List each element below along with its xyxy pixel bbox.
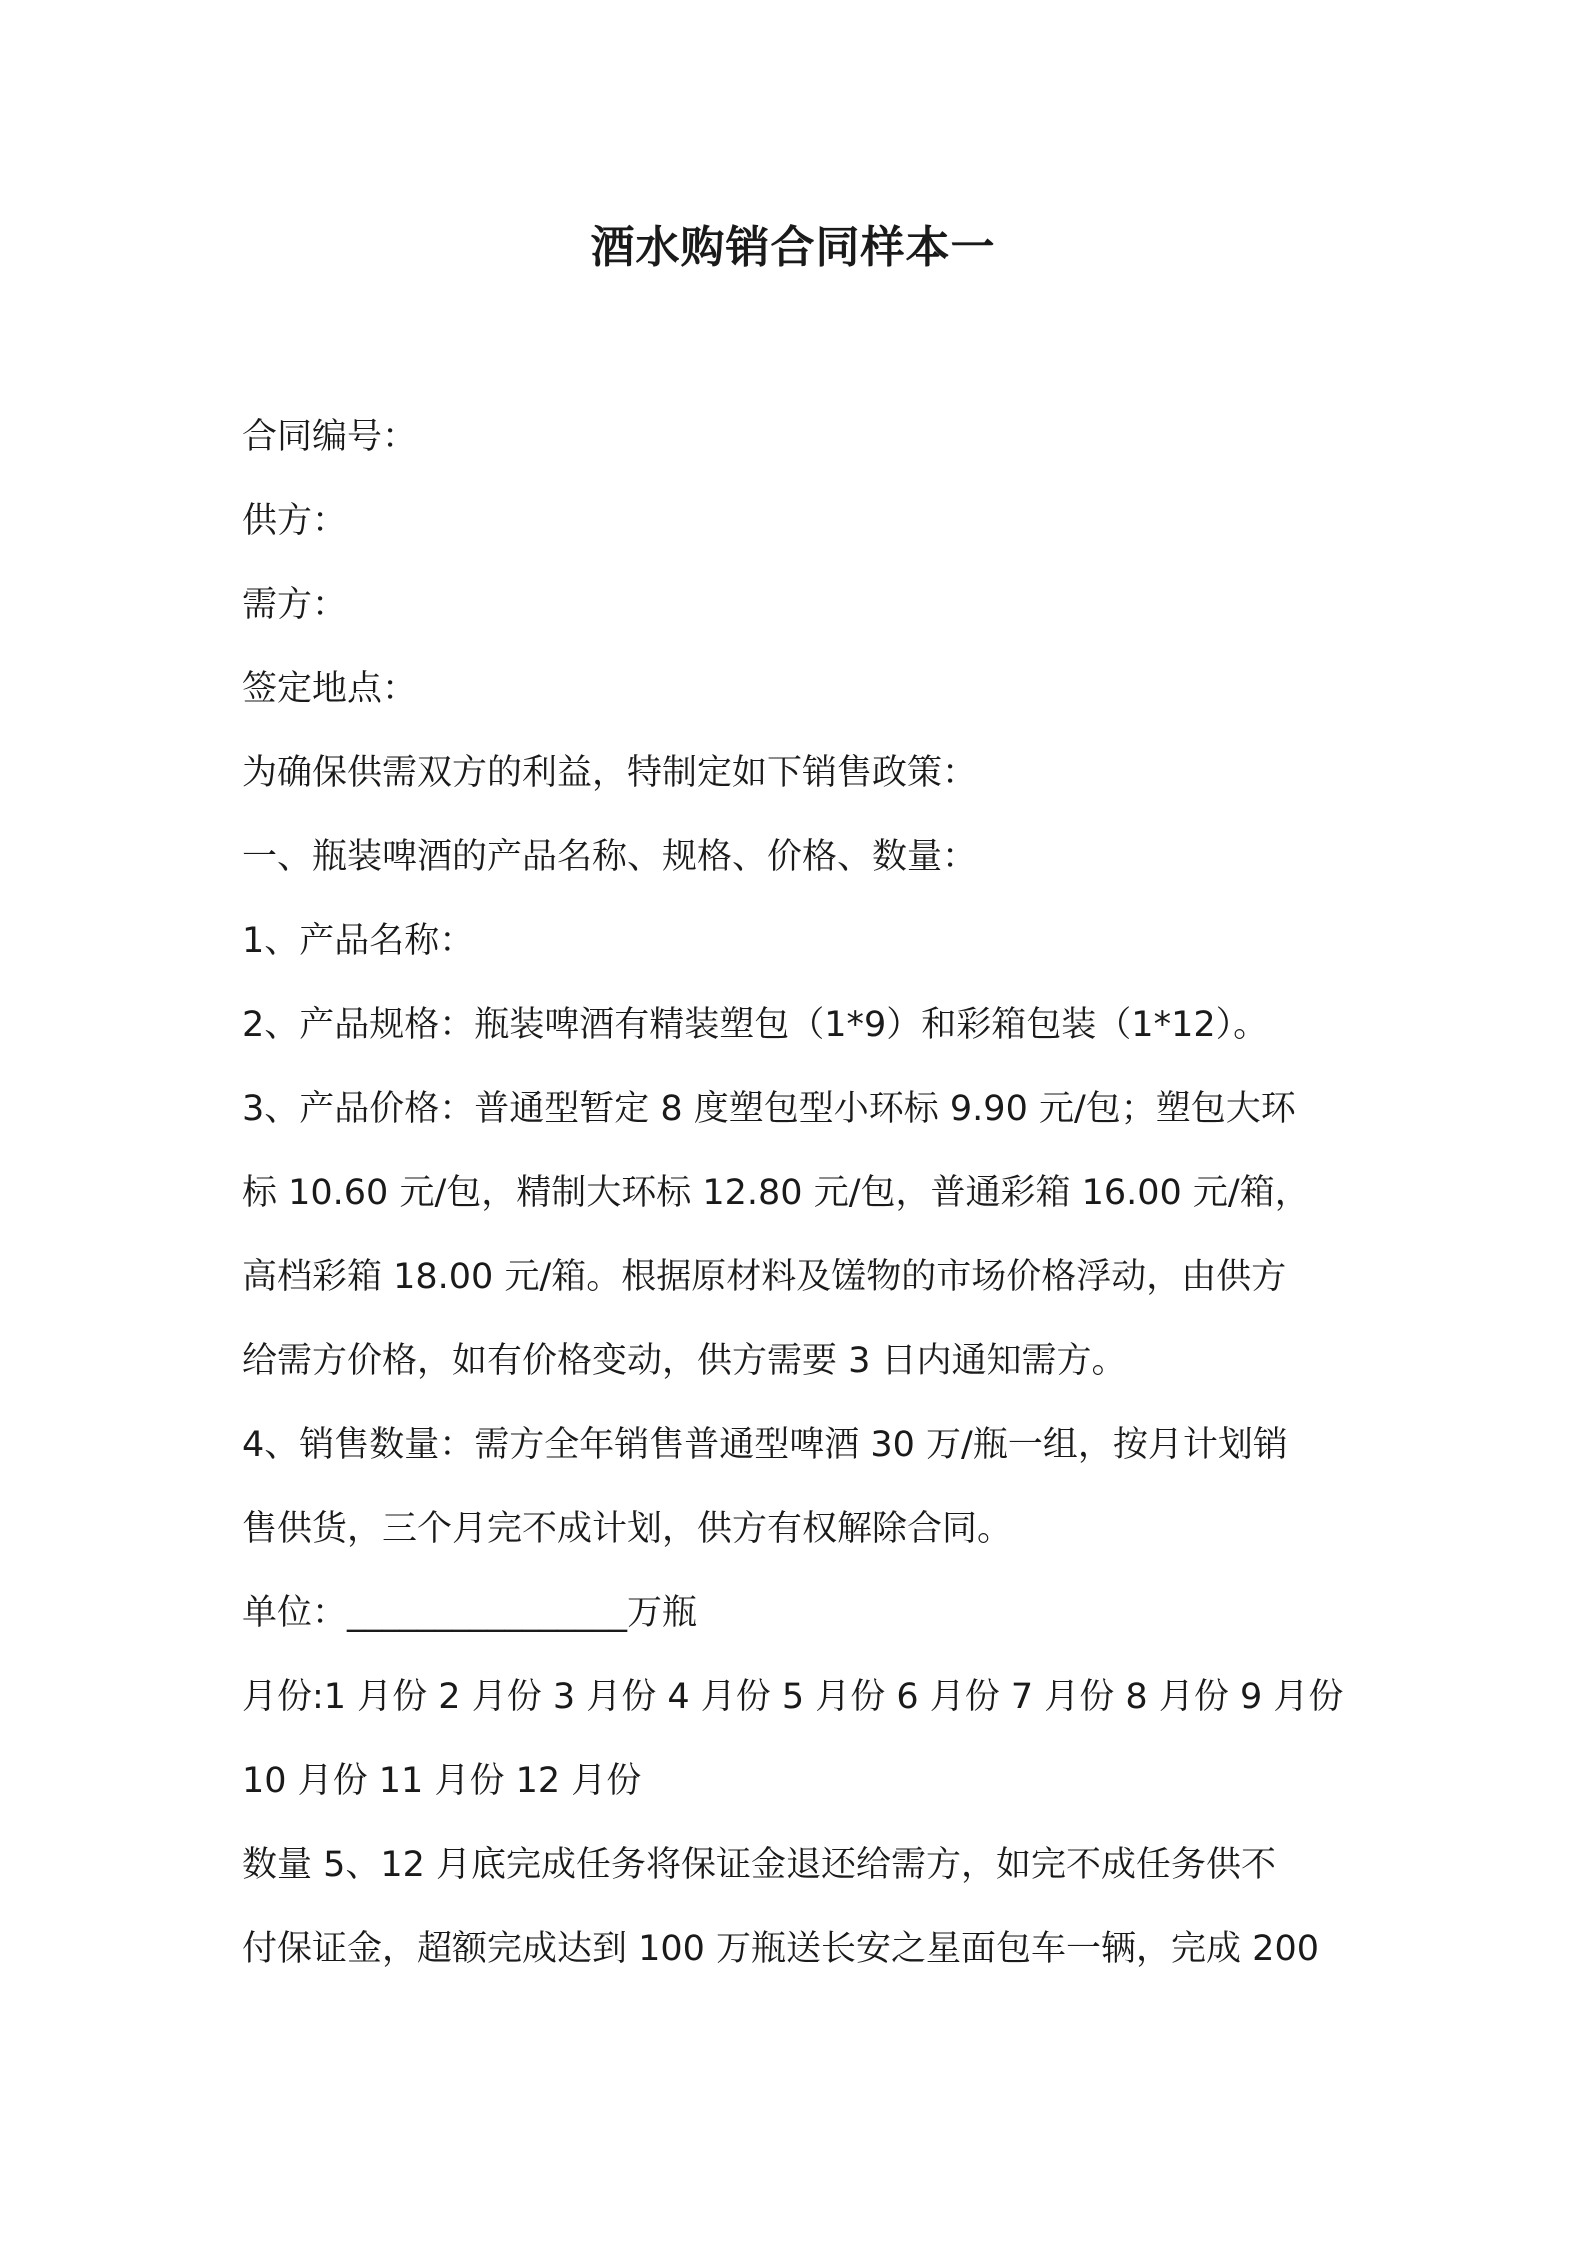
contract-number-line: 合同编号：	[242, 417, 418, 457]
unit-line: 单位：________________万瓶	[242, 1593, 698, 1633]
section-heading-1: 一、瓶装啤酒的产品名称、规格、价格、数量：	[242, 837, 978, 877]
product-name-line: 1、产品名称：	[242, 921, 475, 961]
document-title: 酒水购销合同样本一	[590, 222, 996, 273]
sales-quantity-line-1: 4、销售数量：需方全年销售普通型啤酒 30 万/瓶一组，按月计划销	[242, 1425, 1288, 1465]
intro-paragraph: 为确保供需双方的利益，特制定如下销售政策：	[242, 753, 978, 793]
supplier-line: 供方：	[242, 501, 348, 541]
months-line-2: 10 月份 11 月份 12 月份	[242, 1761, 642, 1801]
product-price-line-2: 标 10.60 元/包，精制大环标 12.80 元/包，普通彩箱 16.00 元/箱，	[242, 1173, 1310, 1213]
quantity-line-1: 数量 5、12 月底完成任务将保证金退还给需方，如完不成任务供不	[242, 1845, 1277, 1885]
months-line-1: 月份:1 月份 2 月份 3 月份 4 月份 5 月份 6 月份 7 月份 8 月份 9 月份	[242, 1677, 1344, 1717]
buyer-line: 需方：	[242, 585, 348, 625]
product-price-line-3: 高档彩箱 18.00 元/箱。根据原材料及馐物的市场价格浮动，由供方	[242, 1257, 1287, 1297]
signing-place-line: 签定地点：	[242, 669, 418, 709]
product-price-line-1: 3、产品价格：普通型暂定 8 度塑包型小环标 9.90 元/包；塑包大环	[242, 1089, 1296, 1129]
product-price-line-4: 给需方价格，如有价格变动，供方需要 3 日内通知需方。	[242, 1341, 1127, 1381]
sales-quantity-line-2: 售供货，三个月完不成计划，供方有权解除合同。	[242, 1509, 1013, 1549]
quantity-line-2: 付保证金，超额完成达到 100 万瓶送长安之星面包车一辆，完成 200	[242, 1929, 1319, 1969]
product-spec-line: 2、产品规格：瓶装啤酒有精装塑包（1*9）和彩箱包装（1*12）。	[242, 1005, 1269, 1045]
